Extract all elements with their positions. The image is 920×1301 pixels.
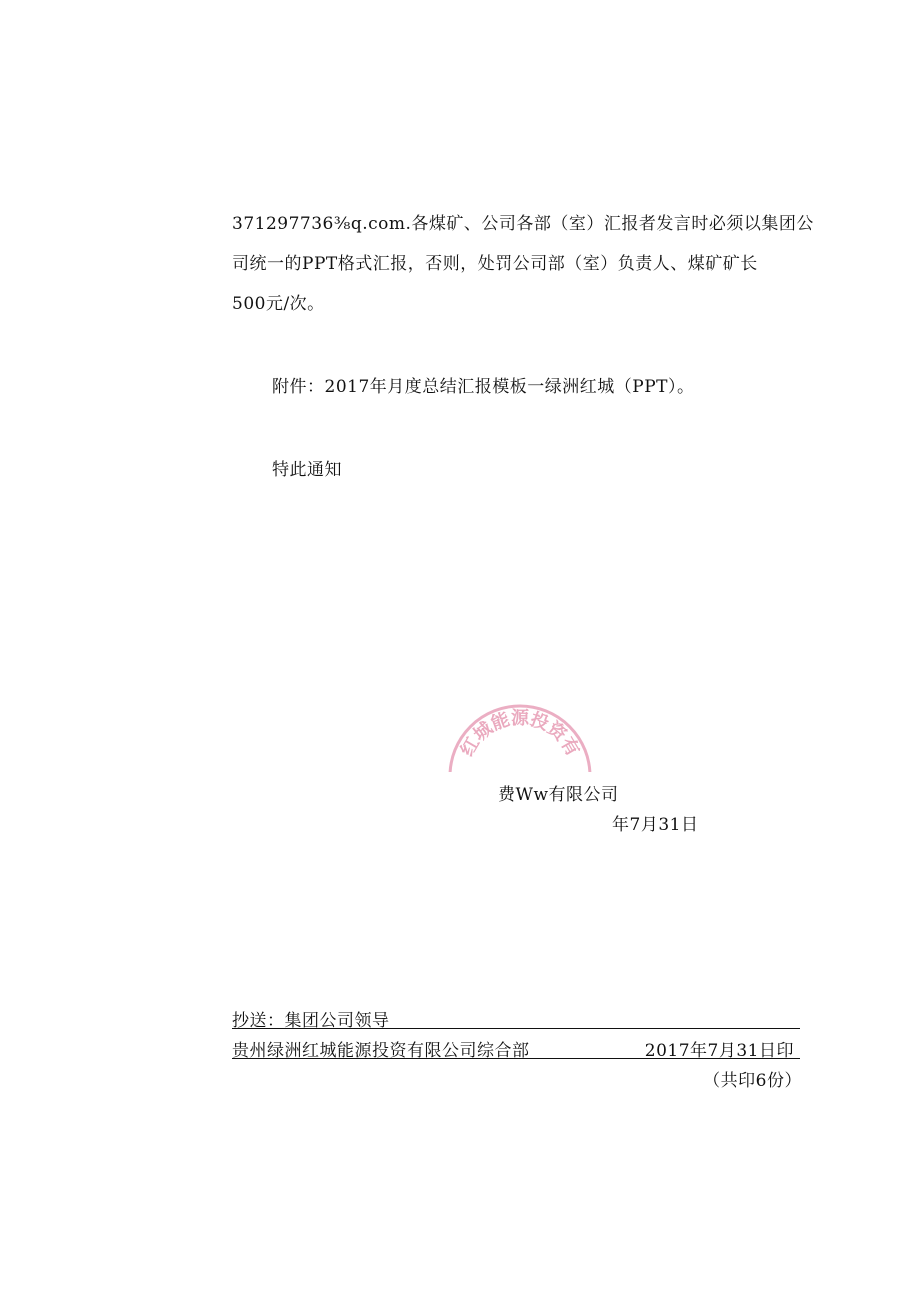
- issue-date: 2017年7月31日印: [644, 1041, 794, 1061]
- copies-count: （共印6份）: [703, 1071, 802, 1091]
- signing-company: 费Ww有限公司: [498, 785, 619, 805]
- attachment-note: 附件：2017年月度总结汇报模板一绿洲红城（PPT）。: [272, 377, 695, 397]
- company-seal: [444, 696, 596, 772]
- body-line-3: 500元/次。: [232, 294, 325, 314]
- seal-graphic: [444, 696, 596, 772]
- body-line-1: 371297736⅜q.com.各煤矿、公司各部（室）汇报者发言时必须以集团公: [232, 214, 814, 234]
- cc-text: 抄送：集团公司领导: [232, 1011, 390, 1031]
- body-line-2: 司统一的PPT格式汇报，否则，处罚公司部（室）负责人、煤矿矿长: [232, 254, 758, 274]
- body-paragraph: [232, 204, 812, 324]
- closing-text: 特此通知: [272, 460, 342, 480]
- svg-text:红城能源投资有: [457, 708, 584, 760]
- issuer-line: [232, 1036, 800, 1059]
- signing-date: 年7月31日: [612, 815, 699, 835]
- seal-text: 红城能源投资有: [456, 708, 584, 761]
- cc-line: [232, 1006, 800, 1029]
- issuer-name: 贵州绿洲红城能源投资有限公司综合部: [232, 1041, 530, 1061]
